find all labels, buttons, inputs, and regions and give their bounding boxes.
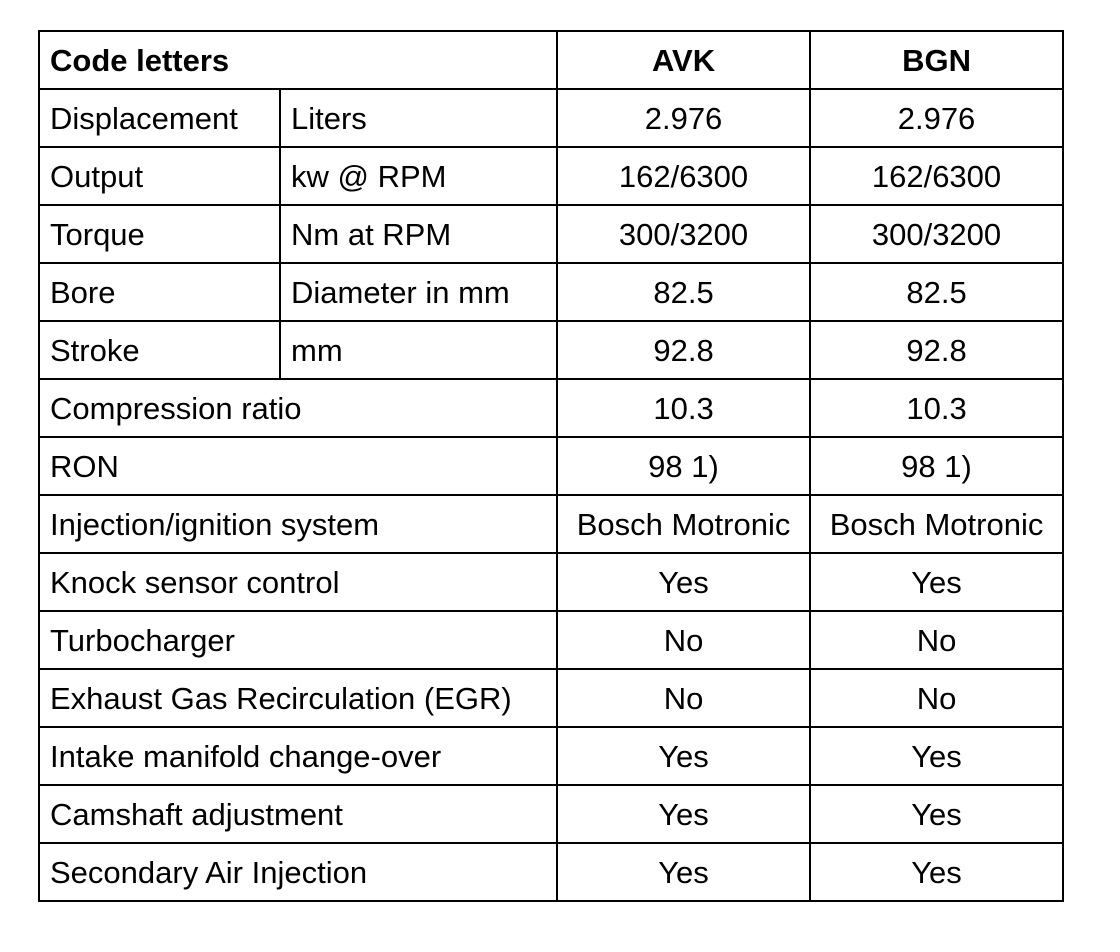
unit-cell: Diameter in mm [280,263,557,321]
avk-value: 98 1) [557,437,810,495]
avk-value: 162/6300 [557,147,810,205]
bgn-value: Yes [810,785,1063,843]
avk-value: Yes [557,785,810,843]
avk-value: 10.3 [557,379,810,437]
avk-value: 300/3200 [557,205,810,263]
param-cell: Stroke [39,321,280,379]
unit-cell: Liters [280,89,557,147]
param-cell: Intake manifold change-over [39,727,557,785]
bgn-value: 2.976 [810,89,1063,147]
table-row [39,205,1063,263]
avk-value: Yes [557,727,810,785]
bgn-value: Yes [810,553,1063,611]
avk-value: 92.8 [557,321,810,379]
bgn-value: Yes [810,843,1063,901]
table-row [39,321,1063,379]
param-cell: Secondary Air Injection [39,843,557,901]
param-cell: Exhaust Gas Recirculation (EGR) [39,669,557,727]
param-cell: Displacement [39,89,280,147]
param-cell: Camshaft adjustment [39,785,557,843]
table-row [39,553,1063,611]
bgn-value: No [810,669,1063,727]
bgn-value: 98 1) [810,437,1063,495]
table-row [39,437,1063,495]
param-cell: Turbocharger [39,611,557,669]
avk-value: No [557,669,810,727]
bgn-value: 10.3 [810,379,1063,437]
avk-value: 82.5 [557,263,810,321]
param-cell: Injection/ignition system [39,495,557,553]
bgn-value: Yes [810,727,1063,785]
table-row [39,843,1063,901]
table-row [39,89,1063,147]
avk-value: Yes [557,553,810,611]
table-header-row [39,31,1063,89]
param-cell: Bore [39,263,280,321]
avk-value: No [557,611,810,669]
table-row [39,669,1063,727]
unit-cell: mm [280,321,557,379]
table-row [39,495,1063,553]
table-row [39,379,1063,437]
table-row [39,147,1063,205]
table-row [39,611,1063,669]
unit-cell: kw @ RPM [280,147,557,205]
bgn-value: 82.5 [810,263,1063,321]
bgn-value: 300/3200 [810,205,1063,263]
avk-value: Bosch Motronic [557,495,810,553]
param-cell: Torque [39,205,280,263]
table-row [39,785,1063,843]
table-row [39,263,1063,321]
header-bgn: BGN [810,31,1063,89]
bgn-value: 162/6300 [810,147,1063,205]
header-code-letters: Code letters [39,31,557,89]
avk-value: 2.976 [557,89,810,147]
avk-value: Yes [557,843,810,901]
table-row [39,727,1063,785]
param-cell: Compression ratio [39,379,557,437]
header-avk: AVK [557,31,810,89]
bgn-value: Bosch Motronic [810,495,1063,553]
bgn-value: 92.8 [810,321,1063,379]
bgn-value: No [810,611,1063,669]
param-cell: RON [39,437,557,495]
param-cell: Output [39,147,280,205]
engine-spec-table [38,30,1064,902]
param-cell: Knock sensor control [39,553,557,611]
unit-cell: Nm at RPM [280,205,557,263]
